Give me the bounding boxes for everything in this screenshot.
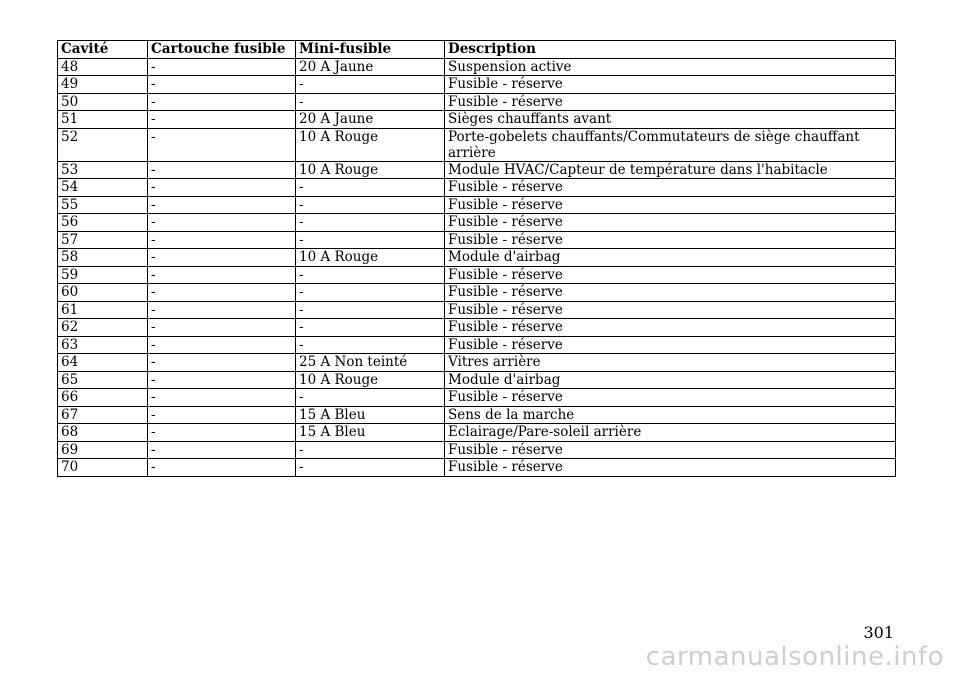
cell-mini-fuse: 15 A Bleu (296, 424, 445, 442)
table-row (58, 424, 896, 442)
cell-description: Fusible - réserve (445, 196, 896, 214)
cell-cartridge-fuse: - (148, 111, 296, 129)
cell-description: Fusible - réserve (445, 76, 896, 94)
cell-cavity: 65 (58, 371, 148, 389)
cell-cartridge-fuse: - (148, 336, 296, 354)
cell-cartridge-fuse: - (148, 389, 296, 407)
cell-mini-fuse: 20 A Jaune (296, 111, 445, 129)
cell-cartridge-fuse: - (148, 214, 296, 232)
table-row (58, 249, 896, 267)
cell-cartridge-fuse: - (148, 161, 296, 179)
table-body (58, 58, 896, 476)
page-number: 301 (863, 623, 894, 642)
cell-cartridge-fuse: - (148, 196, 296, 214)
cell-description: Fusible - réserve (445, 214, 896, 232)
cell-mini-fuse: - (296, 179, 445, 197)
table-row (58, 266, 896, 284)
table-row (58, 76, 896, 94)
cell-mini-fuse: 10 A Rouge (296, 371, 445, 389)
cell-mini-fuse: - (296, 196, 445, 214)
cell-cartridge-fuse: - (148, 179, 296, 197)
cell-mini-fuse: 10 A Rouge (296, 249, 445, 267)
table-row (58, 196, 896, 214)
cell-mini-fuse: - (296, 284, 445, 302)
cell-cartridge-fuse: - (148, 406, 296, 424)
cell-mini-fuse: - (296, 336, 445, 354)
cell-cavity: 64 (58, 354, 148, 372)
table-row (58, 319, 896, 337)
cell-cavity: 51 (58, 111, 148, 129)
cell-cavity: 56 (58, 214, 148, 232)
cell-cavity: 59 (58, 266, 148, 284)
cell-description: Fusible - réserve (445, 319, 896, 337)
cell-cartridge-fuse: - (148, 301, 296, 319)
cell-cavity: 48 (58, 58, 148, 76)
cell-cartridge-fuse: - (148, 266, 296, 284)
cell-cavity: 66 (58, 389, 148, 407)
cell-cavity: 61 (58, 301, 148, 319)
header-mini-fuse: Mini-fusible (296, 41, 445, 59)
table-row (58, 161, 896, 179)
cell-mini-fuse: 15 A Bleu (296, 406, 445, 424)
cell-description: Module d'airbag (445, 249, 896, 267)
table-row (58, 459, 896, 477)
header-row (58, 41, 896, 59)
cell-cavity: 63 (58, 336, 148, 354)
cell-description: Sens de la marche (445, 406, 896, 424)
table-row (58, 179, 896, 197)
table-row (58, 284, 896, 302)
cell-description: Vitres arrière (445, 354, 896, 372)
cell-mini-fuse: - (296, 231, 445, 249)
cell-description: Fusible - réserve (445, 389, 896, 407)
cell-mini-fuse: 10 A Rouge (296, 161, 445, 179)
table-row (58, 128, 896, 161)
cell-description: Suspension active (445, 58, 896, 76)
cell-mini-fuse: 25 A Non teinté (296, 354, 445, 372)
fuse-table (57, 40, 896, 477)
cell-cavity: 67 (58, 406, 148, 424)
table-header (58, 41, 896, 59)
table-row (58, 111, 896, 129)
cell-cavity: 62 (58, 319, 148, 337)
cell-cartridge-fuse: - (148, 128, 296, 161)
cell-mini-fuse: 10 A Rouge (296, 128, 445, 161)
cell-cartridge-fuse: - (148, 231, 296, 249)
cell-description: Porte-gobelets chauffants/Commutateurs de siège chauffant arrière (445, 128, 896, 161)
cell-cartridge-fuse: - (148, 424, 296, 442)
table-row (58, 441, 896, 459)
cell-cartridge-fuse: - (148, 371, 296, 389)
cell-cartridge-fuse: - (148, 58, 296, 76)
cell-description: Fusible - réserve (445, 301, 896, 319)
cell-description: Fusible - réserve (445, 266, 896, 284)
cell-description: Eclairage/Pare-soleil arrière (445, 424, 896, 442)
cell-mini-fuse: - (296, 93, 445, 111)
table-row (58, 406, 896, 424)
cell-mini-fuse: - (296, 301, 445, 319)
table-row (58, 354, 896, 372)
cell-mini-fuse: - (296, 441, 445, 459)
header-cavity: Cavité (58, 41, 148, 59)
cell-cavity: 57 (58, 231, 148, 249)
cell-cartridge-fuse: - (148, 284, 296, 302)
cell-description: Fusible - réserve (445, 459, 896, 477)
cell-description: Fusible - réserve (445, 441, 896, 459)
table-row (58, 58, 896, 76)
cell-mini-fuse: - (296, 459, 445, 477)
cell-cavity: 68 (58, 424, 148, 442)
header-cartridge-fuse: Cartouche fusible (148, 41, 296, 59)
cell-cavity: 52 (58, 128, 148, 161)
cell-cavity: 70 (58, 459, 148, 477)
watermark: carmanualsonline.info (645, 642, 944, 672)
cell-cavity: 55 (58, 196, 148, 214)
cell-description: Module HVAC/Capteur de température dans l'habitacle (445, 161, 896, 179)
table-row (58, 214, 896, 232)
cell-cavity: 54 (58, 179, 148, 197)
cell-cavity: 49 (58, 76, 148, 94)
cell-description: Fusible - réserve (445, 336, 896, 354)
cell-cartridge-fuse: - (148, 354, 296, 372)
cell-description: Fusible - réserve (445, 284, 896, 302)
cell-cavity: 53 (58, 161, 148, 179)
cell-cartridge-fuse: - (148, 249, 296, 267)
cell-description: Fusible - réserve (445, 231, 896, 249)
cell-mini-fuse: - (296, 389, 445, 407)
cell-cavity: 60 (58, 284, 148, 302)
cell-cartridge-fuse: - (148, 459, 296, 477)
cell-description: Fusible - réserve (445, 93, 896, 111)
header-description: Description (445, 41, 896, 59)
cell-cavity: 50 (58, 93, 148, 111)
cell-cavity: 58 (58, 249, 148, 267)
cell-description: Fusible - réserve (445, 179, 896, 197)
cell-mini-fuse: - (296, 319, 445, 337)
table-row (58, 336, 896, 354)
cell-description: Sièges chauffants avant (445, 111, 896, 129)
cell-mini-fuse: - (296, 266, 445, 284)
cell-cartridge-fuse: - (148, 441, 296, 459)
table-row (58, 371, 896, 389)
cell-mini-fuse: 20 A Jaune (296, 58, 445, 76)
cell-mini-fuse: - (296, 76, 445, 94)
cell-description: Module d'airbag (445, 371, 896, 389)
table-row (58, 301, 896, 319)
table-row (58, 93, 896, 111)
cell-cartridge-fuse: - (148, 319, 296, 337)
cell-cartridge-fuse: - (148, 93, 296, 111)
cell-cavity: 69 (58, 441, 148, 459)
cell-cartridge-fuse: - (148, 76, 296, 94)
cell-mini-fuse: - (296, 214, 445, 232)
table-row (58, 231, 896, 249)
table-row (58, 389, 896, 407)
